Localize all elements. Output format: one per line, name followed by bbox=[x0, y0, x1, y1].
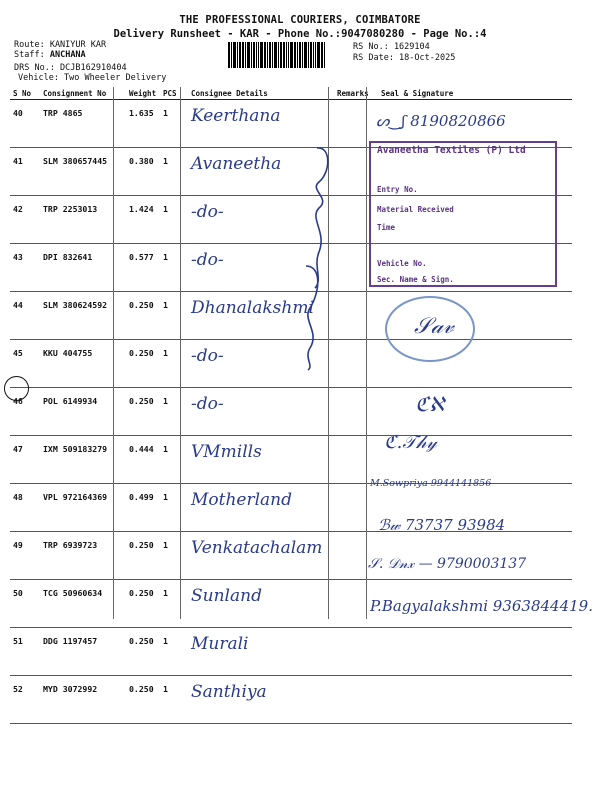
row-consignment-no: TCG 50960634 bbox=[40, 580, 126, 628]
header-consignee: Consignee Details bbox=[188, 87, 334, 100]
staff-line bbox=[14, 50, 86, 60]
drs-number: DRS No.: DCJB162910404 bbox=[14, 63, 127, 73]
row-consignment-no: POL 6149934 bbox=[40, 388, 126, 436]
row-consignee: -do- bbox=[188, 196, 334, 244]
row-consignee: Motherland bbox=[188, 484, 334, 532]
row-pcs: 1 bbox=[160, 196, 188, 244]
signature-scribble: ᔕ‿ʃ bbox=[376, 112, 411, 130]
barcode-image bbox=[228, 42, 350, 68]
row-sno: 49 bbox=[10, 532, 40, 580]
row-remarks bbox=[334, 676, 378, 724]
row-sno: 46 bbox=[10, 388, 40, 436]
signature-scribble: ℬ𝓌 bbox=[378, 516, 405, 534]
row-sno: 50 bbox=[10, 580, 40, 628]
row-pcs: 1 bbox=[160, 676, 188, 724]
row-weight: 0.444 bbox=[126, 436, 160, 484]
circled-row-mark bbox=[4, 376, 29, 401]
table-row bbox=[10, 676, 572, 724]
row-weight: 1.424 bbox=[126, 196, 160, 244]
table-row bbox=[10, 628, 572, 676]
row-sno: 42 bbox=[10, 196, 40, 244]
stamp-vehicle: Vehicle No. bbox=[377, 259, 427, 268]
row-consignee: VMmills bbox=[188, 436, 334, 484]
row-weight: 0.250 bbox=[126, 340, 160, 388]
row-consignment-no: KKU 404755 bbox=[40, 340, 126, 388]
row-sno: 45 bbox=[10, 340, 40, 388]
row-weight: 0.250 bbox=[126, 628, 160, 676]
runsheet-title: THE PROFESSIONAL COURIERS, COIMBATORE bbox=[179, 14, 421, 26]
signature-row50 bbox=[378, 516, 505, 534]
header-weight: Weight bbox=[126, 87, 160, 100]
row-consignee: Dhanalakshmi bbox=[188, 292, 334, 340]
header-consignment: Consignment No bbox=[40, 87, 126, 100]
stamp-company-name: Avaneetha Textiles (P) Ltd bbox=[377, 145, 526, 156]
row-remarks bbox=[334, 340, 378, 388]
row-sno: 44 bbox=[10, 292, 40, 340]
row-sno: 43 bbox=[10, 244, 40, 292]
row-pcs: 1 bbox=[160, 580, 188, 628]
table-row bbox=[10, 388, 572, 436]
row-sno: 40 bbox=[10, 100, 40, 148]
row-consignee: -do- bbox=[188, 388, 334, 436]
staff-name: ANCHANA bbox=[49, 50, 86, 60]
row-consignee: Santhiya bbox=[188, 676, 334, 724]
row-weight: 1.635 bbox=[126, 100, 160, 148]
row-pcs: 1 bbox=[160, 484, 188, 532]
row-pcs: 1 bbox=[160, 148, 188, 196]
header-seal: Seal & Signature bbox=[378, 87, 572, 100]
row-consignment-no: IXM 509183279 bbox=[40, 436, 126, 484]
stamp-time: Time bbox=[377, 223, 396, 232]
row-weight: 0.250 bbox=[126, 580, 160, 628]
signature-row47: ℭℵ bbox=[415, 392, 444, 416]
stamp-sec: Sec. Name & Sign. bbox=[377, 275, 454, 284]
row-consignment-no: TRP 2253013 bbox=[40, 196, 126, 244]
row-weight: 0.577 bbox=[126, 244, 160, 292]
row-consignment-no: TRP 6939723 bbox=[40, 532, 126, 580]
header-sno: S No bbox=[10, 87, 40, 100]
row-consignment-no: DDG 1197457 bbox=[40, 628, 126, 676]
phone-number-row40: 8190820866 bbox=[410, 112, 506, 130]
row-seal bbox=[378, 676, 572, 724]
table-row bbox=[10, 292, 572, 340]
route-label: Route: KANIYUR KAR bbox=[14, 40, 107, 50]
row-weight: 0.250 bbox=[126, 388, 160, 436]
row-sno: 52 bbox=[10, 676, 40, 724]
row-remarks bbox=[334, 388, 378, 436]
signature-row40 bbox=[376, 112, 506, 130]
column-divider bbox=[180, 87, 181, 619]
row-weight: 0.250 bbox=[126, 292, 160, 340]
row-consignment-no: MYD 3072992 bbox=[40, 676, 126, 724]
row-consignee: Murali bbox=[188, 628, 334, 676]
row-seal bbox=[378, 388, 572, 436]
row-consignee: -do- bbox=[188, 244, 334, 292]
row-remarks bbox=[334, 484, 378, 532]
row-pcs: 1 bbox=[160, 388, 188, 436]
row-weight: 0.380 bbox=[126, 148, 160, 196]
stamp-material: Material Received bbox=[377, 205, 454, 214]
signature-row52: P.Bagyalakshmi 9363844419. bbox=[370, 597, 593, 615]
row-consignee: Avaneetha bbox=[188, 148, 334, 196]
column-divider bbox=[366, 87, 367, 619]
table-row bbox=[10, 340, 572, 388]
signature-row51 bbox=[368, 556, 526, 572]
row-consignee: Keerthana bbox=[188, 100, 334, 148]
row-pcs: 1 bbox=[160, 292, 188, 340]
vehicle-type: Vehicle: Two Wheeler Delivery bbox=[18, 73, 167, 83]
row-sno: 51 bbox=[10, 628, 40, 676]
runsheet-subtitle: Delivery Runsheet - KAR - Phone No.:9047080280 - Page No.:4 bbox=[113, 28, 487, 40]
row-pcs: 1 bbox=[160, 244, 188, 292]
row-weight: 0.250 bbox=[126, 532, 160, 580]
row-sno: 47 bbox=[10, 436, 40, 484]
phone-number-row50: 73737 93984 bbox=[404, 516, 506, 534]
signature-scribble: 𝒮. 𝒟𝓃𝓍 — bbox=[368, 556, 438, 572]
row-seal bbox=[378, 628, 572, 676]
header-pcs: PCS bbox=[160, 87, 188, 100]
row-sno: 41 bbox=[10, 148, 40, 196]
staff-label: Staff: bbox=[14, 50, 45, 60]
row-consignee: Venkatachalam bbox=[188, 532, 334, 580]
stamp-entry: Entry No. bbox=[377, 185, 418, 194]
row-remarks bbox=[334, 292, 378, 340]
row-pcs: 1 bbox=[160, 532, 188, 580]
column-divider bbox=[113, 87, 114, 619]
row-consignment-no: SLM 380657445 bbox=[40, 148, 126, 196]
row-pcs: 1 bbox=[160, 340, 188, 388]
row-sno: 48 bbox=[10, 484, 40, 532]
table-row bbox=[10, 436, 572, 484]
row-pcs: 1 bbox=[160, 436, 188, 484]
header-remarks: Remarks bbox=[334, 87, 378, 100]
rs-number: RS No.: 1629104 bbox=[353, 42, 430, 52]
row-pcs: 1 bbox=[160, 100, 188, 148]
row-weight: 0.250 bbox=[126, 676, 160, 724]
table-header-row bbox=[10, 87, 572, 100]
row-consignee: Sunland bbox=[188, 580, 334, 628]
row-consignment-no: SLM 380624592 bbox=[40, 292, 126, 340]
brace-mark bbox=[300, 262, 328, 372]
company-stamp bbox=[369, 141, 557, 287]
signature-row45: 𝒮𝒶𝓋 bbox=[414, 314, 454, 339]
row-consignment-no: DPI 832641 bbox=[40, 244, 126, 292]
row-consignment-no: VPL 972164369 bbox=[40, 484, 126, 532]
signature-row49: M.Sowpriya 9944141856 bbox=[370, 478, 492, 489]
signature-row48: ℭ.𝒯𝒽𝓎 bbox=[384, 432, 437, 453]
row-weight: 0.499 bbox=[126, 484, 160, 532]
row-pcs: 1 bbox=[160, 628, 188, 676]
row-remarks bbox=[334, 436, 378, 484]
phone-number-row51: 9790003137 bbox=[437, 556, 527, 572]
row-consignment-no: TRP 4865 bbox=[40, 100, 126, 148]
row-consignee: -do- bbox=[188, 340, 334, 388]
row-remarks bbox=[334, 628, 378, 676]
rs-date: RS Date: 18-Oct-2025 bbox=[353, 53, 456, 63]
